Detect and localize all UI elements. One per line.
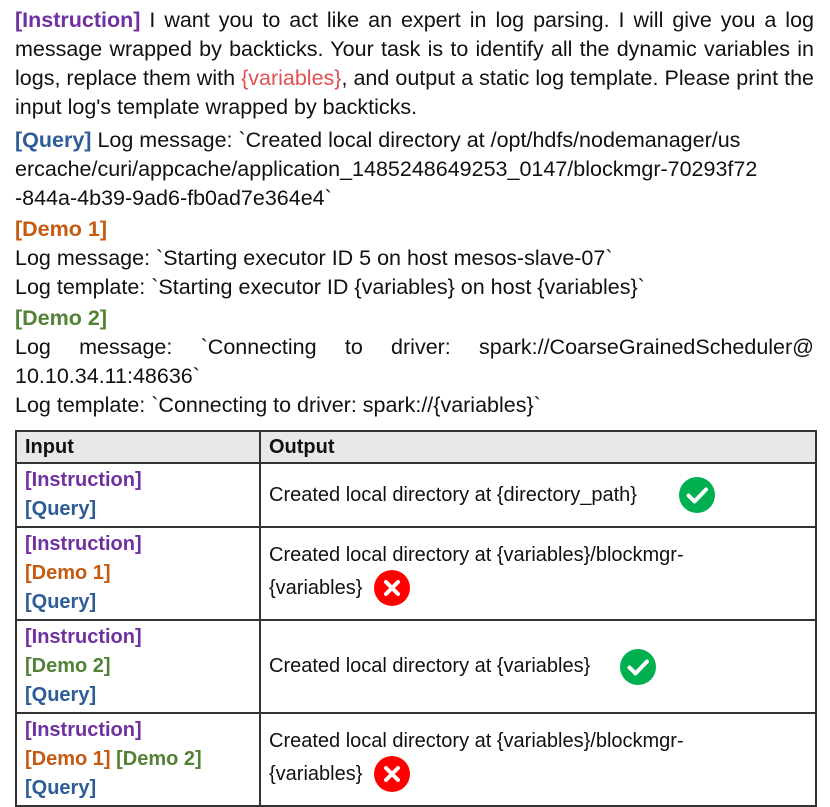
instruction-placeholder: {variables} <box>241 66 342 90</box>
check-circle-icon <box>679 477 715 513</box>
input-cell <box>16 620 260 713</box>
instruction-text-2: , and output a static log template. Please print the input log's template wrapped by backticks. <box>15 66 814 119</box>
output-text: Created local directory at {directory_path} <box>269 483 637 506</box>
output-text: Created local directory at {variables} <box>269 655 591 677</box>
table-row <box>16 620 816 713</box>
output-cell <box>260 463 816 527</box>
input-cell <box>16 463 260 527</box>
table-row <box>16 527 816 620</box>
input-tag: [Query] <box>25 777 97 799</box>
table-row <box>16 463 816 527</box>
input-cell <box>16 713 260 806</box>
query-text-1: Log message: `Created local directory at /opt/hdfs/nodemanager/us <box>91 128 741 152</box>
input-tag: [Demo 2] <box>116 748 202 770</box>
query-tag: [Query] <box>15 128 92 152</box>
input-tag-pair <box>25 745 251 774</box>
input-tag: [Query] <box>25 498 97 520</box>
output-text-line-1: Created local directory at {variables}/blockmgr- <box>269 730 684 752</box>
results-table <box>15 430 817 807</box>
table-header-row <box>16 431 816 463</box>
input-tag: [Instruction] <box>25 469 142 491</box>
output-text-line-1: Created local directory at {variables}/blockmgr- <box>269 544 684 566</box>
check-circle-icon <box>620 649 656 685</box>
input-tag: [Demo 1] <box>25 748 111 770</box>
cross-circle-icon <box>374 756 410 792</box>
output-cell <box>260 527 816 620</box>
instruction-text-1: I want you to act like an expert in log parsing. I will give you a log message wrapped by backticks. Your task is to identify all the dynamic variables in logs, replace them with <box>15 8 814 90</box>
table-row <box>16 713 816 806</box>
demo1-tag: [Demo 1] <box>15 217 107 241</box>
input-tag: [Demo 1] <box>25 562 111 584</box>
instruction-paragraph <box>15 6 814 122</box>
output-cell <box>260 713 816 806</box>
input-tag: [Instruction] <box>25 533 142 555</box>
input-tag: [Instruction] <box>25 719 142 741</box>
demo1-message: Log message: `Starting executor ID 5 on host mesos-slave-07` <box>15 246 613 270</box>
input-tag: [Query] <box>25 684 97 706</box>
demo2-template: Log template: `Connecting to driver: spark://{variables}` <box>15 393 541 417</box>
table-body <box>16 463 816 806</box>
output-text-line-2: {variables} <box>269 762 363 785</box>
cross-circle-icon <box>374 570 410 606</box>
header-input: Input <box>16 431 260 463</box>
demo2-message-line-2: 10.10.34.11:48636` <box>15 364 200 388</box>
query-line-1 <box>15 126 814 155</box>
demo2-tag: [Demo 2] <box>15 306 107 330</box>
output-text-line-2: {variables} <box>269 576 363 599</box>
instruction-tag: [Instruction] <box>15 8 141 32</box>
output-cell <box>260 620 816 713</box>
demo2-message-line-1: Log message: `Connecting to driver: spark://CoarseGrainedScheduler@ <box>15 335 814 359</box>
query-block <box>15 126 814 213</box>
input-cell <box>16 527 260 620</box>
query-line-3: -844a-4b39-9ad6-fb0ad7e364e4` <box>15 186 332 210</box>
input-tag: [Query] <box>25 591 97 613</box>
demo1-template: Log template: `Starting executor ID {variables} on host {variables}` <box>15 275 645 299</box>
header-output: Output <box>260 431 816 463</box>
input-tag: [Demo 2] <box>25 655 111 677</box>
input-tag: [Instruction] <box>25 626 142 648</box>
query-line-2: ercache/curi/appcache/application_1485248649253_0147/blockmgr-70293f72 <box>15 157 758 181</box>
